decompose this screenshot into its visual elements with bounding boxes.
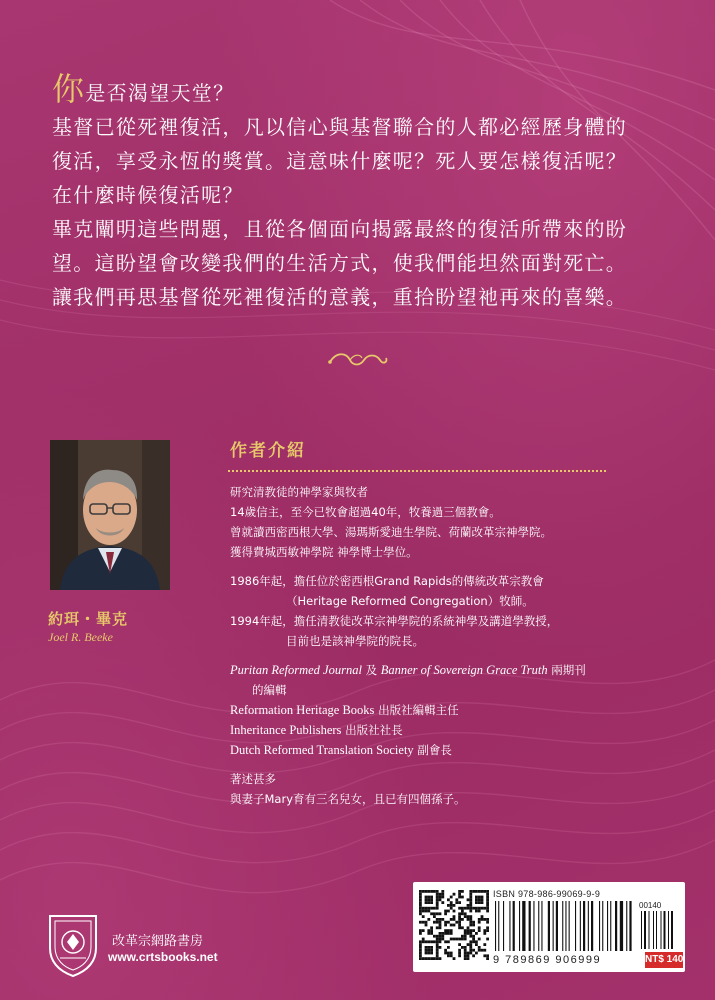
intro-line-3: 復活，享受永恆的獎賞。這意味什麼呢？死人要怎樣復活呢？ (52, 149, 628, 173)
journal-title: Banner of Sovereign Grace Truth (380, 663, 548, 677)
bio-divider (228, 470, 606, 472)
publisher-name-en: Reformation Heritage Books (230, 703, 375, 717)
intro-line-6: 望。這盼望會改變我們的生活方式，使我們能坦然面對死亡。 (52, 251, 628, 275)
publisher-logo-icon (46, 912, 100, 978)
barcode-panel (413, 882, 685, 972)
intro-line-5: 畢克闡明這些問題，且從各個面向揭露最終的復活所帶來的盼 (52, 217, 628, 241)
bio-heading: 作者介紹 (230, 441, 306, 461)
intro-line-7: 讓我們再思基督從死裡復活的意義，重拾盼望祂再來的喜樂。 (52, 285, 628, 309)
intro-line-1 (52, 72, 672, 110)
publisher-role: 出版社編輯主任 (374, 703, 459, 717)
bio-line-publisher-1 (230, 700, 670, 720)
barcode-addon: 00140 (639, 901, 662, 910)
intro-text (52, 72, 672, 314)
price-badge: NT$ 140 (645, 952, 683, 968)
author-name-zh: 約珥・畢克 (48, 610, 129, 628)
author-name-en: Joel R. Beeke (48, 630, 113, 644)
author-photo (50, 440, 170, 590)
qr-code (419, 890, 489, 964)
bio-group-4 (230, 769, 670, 809)
conjunction: 及 (361, 663, 381, 677)
barcode-digits: 9 789869 906999 (493, 954, 602, 966)
intro-line-2: 基督已從死裡復活，凡以信心與基督聯合的人都必經歷身體的 (52, 115, 628, 139)
bio-group-3 (230, 660, 670, 760)
bio-line: 1986年起，擔任位於密西根Grand Rapids的傳統改革宗教會 (230, 574, 544, 588)
bio-line: 研究清教徒的神學家與牧者 (230, 485, 368, 499)
bio-line: 目前也是該神學院的院長。 (286, 634, 424, 648)
intro-line-1-rest: 是否渴望天堂？ (85, 81, 235, 105)
bio-line-publisher-2 (230, 720, 670, 740)
bio-line: 14歲信主，至今已牧會超過40年，牧養過三個教會。 (230, 505, 501, 519)
publisher-role: 出版社社長 (341, 723, 403, 737)
bio-line-publisher-3 (230, 740, 670, 760)
publisher-name-en: Inheritance Publishers (230, 723, 342, 737)
publisher-name-en: Dutch Reformed Translation Society (230, 743, 414, 757)
barcode-bars (493, 901, 679, 953)
bio-line: 與妻子Mary育有三名兒女，且已有四個孫子。 (230, 792, 466, 806)
bio-line: 獲得費城西敏神學院 神學博士學位。 (230, 545, 418, 559)
publisher-name: 改革宗網路書房 (112, 934, 204, 949)
bio-line-journals (230, 660, 670, 680)
bio-line: 1994年起，擔任清教徒改革宗神學院的系統神學及講道學教授， (230, 614, 559, 628)
flourish-ornament (326, 348, 390, 372)
intro-line-4: 在什麼時候復活呢？ (52, 183, 244, 207)
publisher-url[interactable]: www.crtsbooks.net (108, 950, 218, 964)
bio-group-1 (230, 482, 670, 562)
author-portrait (50, 440, 170, 590)
bio-line: 的編輯 (252, 683, 287, 697)
journal-suffix: 兩期刊 (547, 663, 586, 677)
bio-line: （Heritage Reformed Congregation）牧師。 (286, 594, 534, 608)
isbn-text: ISBN 978-986-99069-9-9 (493, 889, 601, 899)
author-bio (230, 482, 670, 818)
publisher-role: 副會長 (413, 743, 452, 757)
bio-group-2 (230, 571, 670, 651)
bio-line: 著述甚多 (230, 772, 276, 786)
journal-title: Puritan Reformed Journal (230, 663, 362, 677)
drop-cap: 你 (52, 70, 86, 108)
bio-line: 曾就讀西密西根大學、湯瑪斯愛迪生學院、荷蘭改革宗神學院。 (230, 525, 552, 539)
